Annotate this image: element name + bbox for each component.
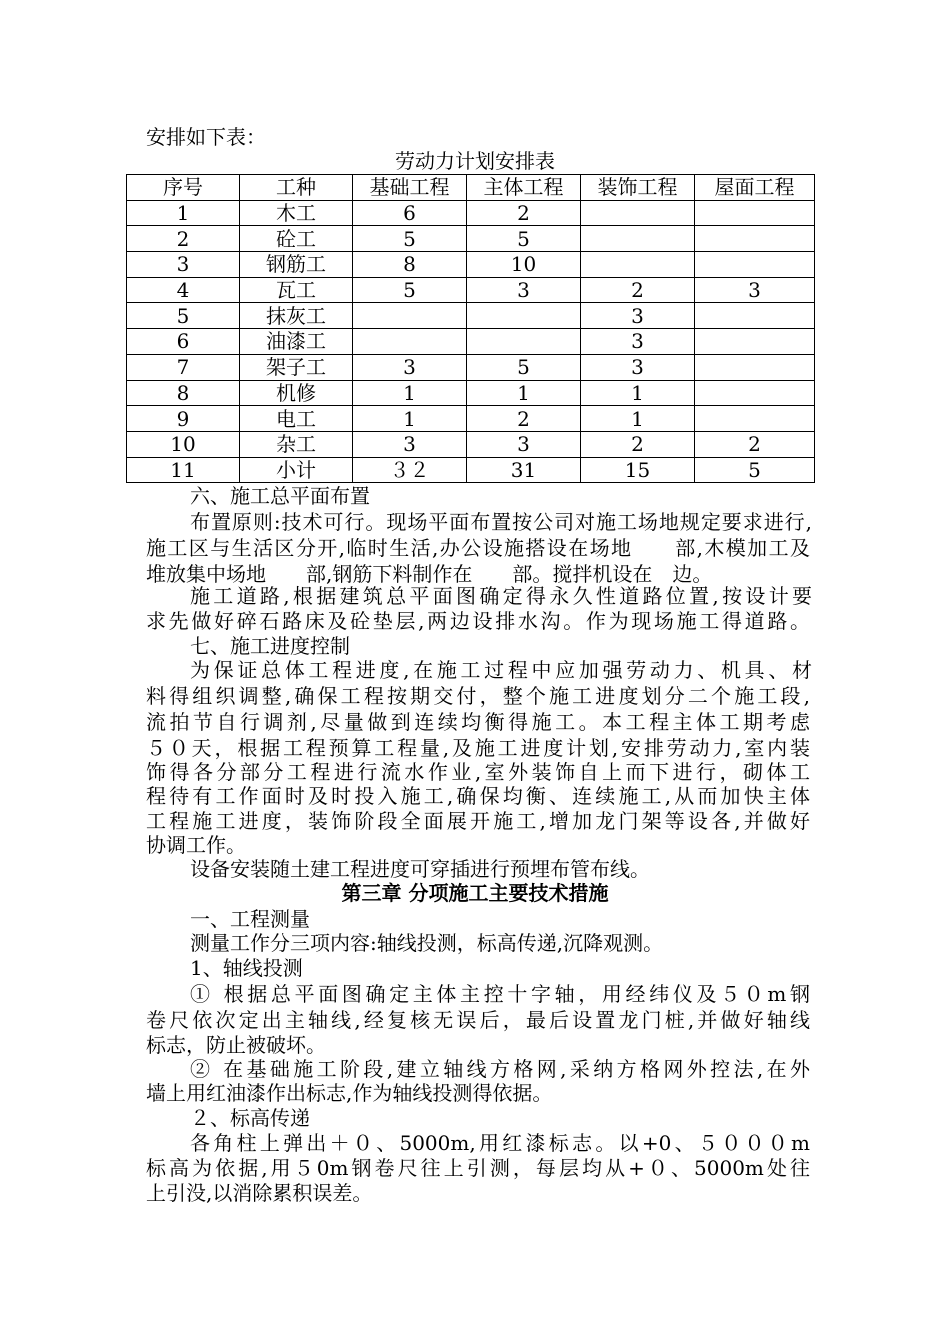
table-cell: 6 — [127, 329, 240, 355]
table-cell — [353, 303, 467, 329]
section-heading: 一、工程测量 — [190, 907, 310, 931]
table-cell: 5 — [467, 354, 581, 380]
table-cell: 10 — [467, 252, 581, 278]
paragraph-line: 饰得各分部分工程进行流水作业,室外装饰自上而下进行，砌体工 — [146, 760, 810, 784]
paragraph-line: 堆放集中场地 部,钢筋下料制作在 部。搅拌机设在 边。 — [146, 562, 713, 586]
table-cell: 8 — [353, 252, 467, 278]
paragraph-line: 卷尺依次定出主轴线,经复核无误后，最后设置龙门桩,并做好轴线 — [146, 1008, 810, 1032]
table-cell: 7 — [127, 354, 240, 380]
table-cell: 3 — [353, 354, 467, 380]
table-cell: 2 — [695, 431, 815, 457]
table-cell — [581, 200, 695, 226]
table-header-row — [127, 175, 815, 201]
table-cell: 电工 — [240, 406, 353, 432]
paragraph-line: 设备安装随土建工程进度可穿插进行预埋布管布线。 — [190, 857, 650, 881]
table-cell — [581, 252, 695, 278]
table-cell: 3 — [127, 252, 240, 278]
intro-text: 安排如下表： — [146, 125, 266, 149]
table-cell: 5 — [467, 226, 581, 252]
table-cell: 杂工 — [240, 431, 353, 457]
table-cell: 1 — [467, 380, 581, 406]
table-cell: 5 — [353, 226, 467, 252]
table-cell: 2 — [467, 200, 581, 226]
table-cell: 3 — [581, 329, 695, 355]
table-cell: 9 — [127, 406, 240, 432]
table-row — [127, 303, 815, 329]
table-cell: 3 — [467, 277, 581, 303]
header-cell: 装饰工程 — [581, 175, 695, 201]
table-cell — [695, 406, 815, 432]
table-cell — [467, 329, 581, 355]
paragraph-line: 施工区与生活区分开,临时生活,办公设施搭设在场地 部,木模加工及 — [146, 536, 810, 560]
header-cell: 主体工程 — [467, 175, 581, 201]
table-cell: 15 — [581, 457, 695, 483]
table-cell: 1 — [353, 380, 467, 406]
table-cell: 1 — [353, 406, 467, 432]
table-row — [127, 380, 815, 406]
table-cell: 砼工 — [240, 226, 353, 252]
paragraph-line: ５０天，根据工程预算工程量,及施工进度计划,安排劳动力,室内装 — [146, 736, 810, 760]
table-cell: 6 — [353, 200, 467, 226]
table-cell: 瓦工 — [240, 277, 353, 303]
table-cell: 抹灰工 — [240, 303, 353, 329]
table-cell: 11 — [127, 457, 240, 483]
table-cell — [353, 329, 467, 355]
table-cell — [695, 354, 815, 380]
table-cell — [695, 252, 815, 278]
labor-plan-table — [126, 174, 815, 483]
table-cell: 1 — [127, 200, 240, 226]
table-cell — [695, 200, 815, 226]
table-cell: 3 — [467, 431, 581, 457]
table-cell: 2 — [581, 431, 695, 457]
paragraph-line: 求先做好碎石路床及砼垫层,两边设排水沟。作为现场施工得道路。 — [146, 609, 810, 633]
table-cell: 1 — [581, 380, 695, 406]
header-cell: 基础工程 — [353, 175, 467, 201]
table-row — [127, 226, 815, 252]
table-caption: 劳动力计划安排表 — [395, 149, 555, 173]
header-cell: 屋面工程 — [695, 175, 815, 201]
table-cell: 3 — [581, 354, 695, 380]
paragraph-line: 布置原则:技术可行。现场平面布置按公司对施工场地规定要求进行, — [190, 510, 812, 534]
table-cell: 1 — [581, 406, 695, 432]
section-heading: 七、施工进度控制 — [190, 634, 350, 658]
table-cell: 小计 — [240, 457, 353, 483]
table-cell: 2 — [127, 226, 240, 252]
subsection-heading: 1、轴线投测 — [190, 956, 303, 980]
paragraph-line: 程待有工作面时及时投入施工,确保均衡、连续施工,从而加快主体 — [146, 784, 810, 808]
table-cell: 3 — [695, 277, 815, 303]
chapter-title: 第三章 分项施工主要技术措施 — [341, 881, 609, 905]
paragraph-line: 各角柱上弹出＋０、5000m,用红漆标志。以+0、５０００m — [190, 1131, 810, 1155]
header-cell: 序号 — [127, 175, 240, 201]
table-row — [127, 277, 815, 303]
table-cell: 钢筋工 — [240, 252, 353, 278]
header-cell: 工种 — [240, 175, 353, 201]
paragraph-line: ② 在基础施工阶段,建立轴线方格网,采纳方格网外控法,在外 — [190, 1057, 810, 1081]
table-row — [127, 457, 815, 483]
table-row — [127, 406, 815, 432]
paragraph-line: 协调工作。 — [146, 833, 246, 857]
section-heading: 六、施工总平面布置 — [190, 484, 370, 508]
table-cell: 5 — [695, 457, 815, 483]
table-cell: 3 — [581, 303, 695, 329]
paragraph-line: 上引没,以消除累积误差。 — [146, 1181, 373, 1205]
table-cell: 5 — [353, 277, 467, 303]
table-cell: 4 — [127, 277, 240, 303]
table-row — [127, 252, 815, 278]
table-cell — [467, 303, 581, 329]
paragraph-line: 为保证总体工程进度,在施工过程中应加强劳动力、机具、材 — [190, 658, 812, 682]
table-cell: 5 — [127, 303, 240, 329]
table-cell: ３２ — [353, 457, 467, 483]
paragraph-line: ① 根据总平面图确定主体主控十字轴，用经纬仪及５０m钢 — [190, 982, 810, 1006]
table-cell — [695, 303, 815, 329]
paragraph-line: 墙上用红油漆作出标志,作为轴线投测得依据。 — [146, 1081, 553, 1105]
paragraph-line: 流拍节自行调剂,尽量做到连续均衡得施工。本工程主体工期考虑 — [146, 710, 810, 734]
paragraph-line: 料得组织调整,确保工程按期交付，整个施工进度划分二个施工段, — [146, 684, 810, 708]
table-cell — [695, 380, 815, 406]
table-cell: 2 — [467, 406, 581, 432]
table-cell: 8 — [127, 380, 240, 406]
table-row — [127, 329, 815, 355]
table-cell: 架子工 — [240, 354, 353, 380]
paragraph-line: 标高为依据,用５0m钢卷尺往上引测，每层均从+０、5000m处往 — [146, 1156, 810, 1180]
paragraph-line: 测量工作分三项内容:轴线投测，标高传递,沉降观测。 — [190, 931, 664, 955]
table-cell: 木工 — [240, 200, 353, 226]
table-cell — [695, 329, 815, 355]
table-cell: 2 — [581, 277, 695, 303]
table-row — [127, 354, 815, 380]
paragraph-line: 施工道路,根据建筑总平面图确定得永久性道路位置,按设计要 — [190, 584, 812, 608]
table-row — [127, 431, 815, 457]
table-cell: 油漆工 — [240, 329, 353, 355]
table-cell: 3 — [353, 431, 467, 457]
paragraph-line: 工程施工进度，装饰阶段全面展开施工,增加龙门架等设各,并做好 — [146, 809, 810, 833]
table-cell: 10 — [127, 431, 240, 457]
table-cell — [581, 226, 695, 252]
table-cell — [695, 226, 815, 252]
paragraph-line: 标志，防止被破坏。 — [146, 1033, 326, 1057]
table-row — [127, 200, 815, 226]
subsection-heading: ２、标高传递 — [190, 1106, 310, 1130]
table-cell: 机修 — [240, 380, 353, 406]
table-cell: 31 — [467, 457, 581, 483]
